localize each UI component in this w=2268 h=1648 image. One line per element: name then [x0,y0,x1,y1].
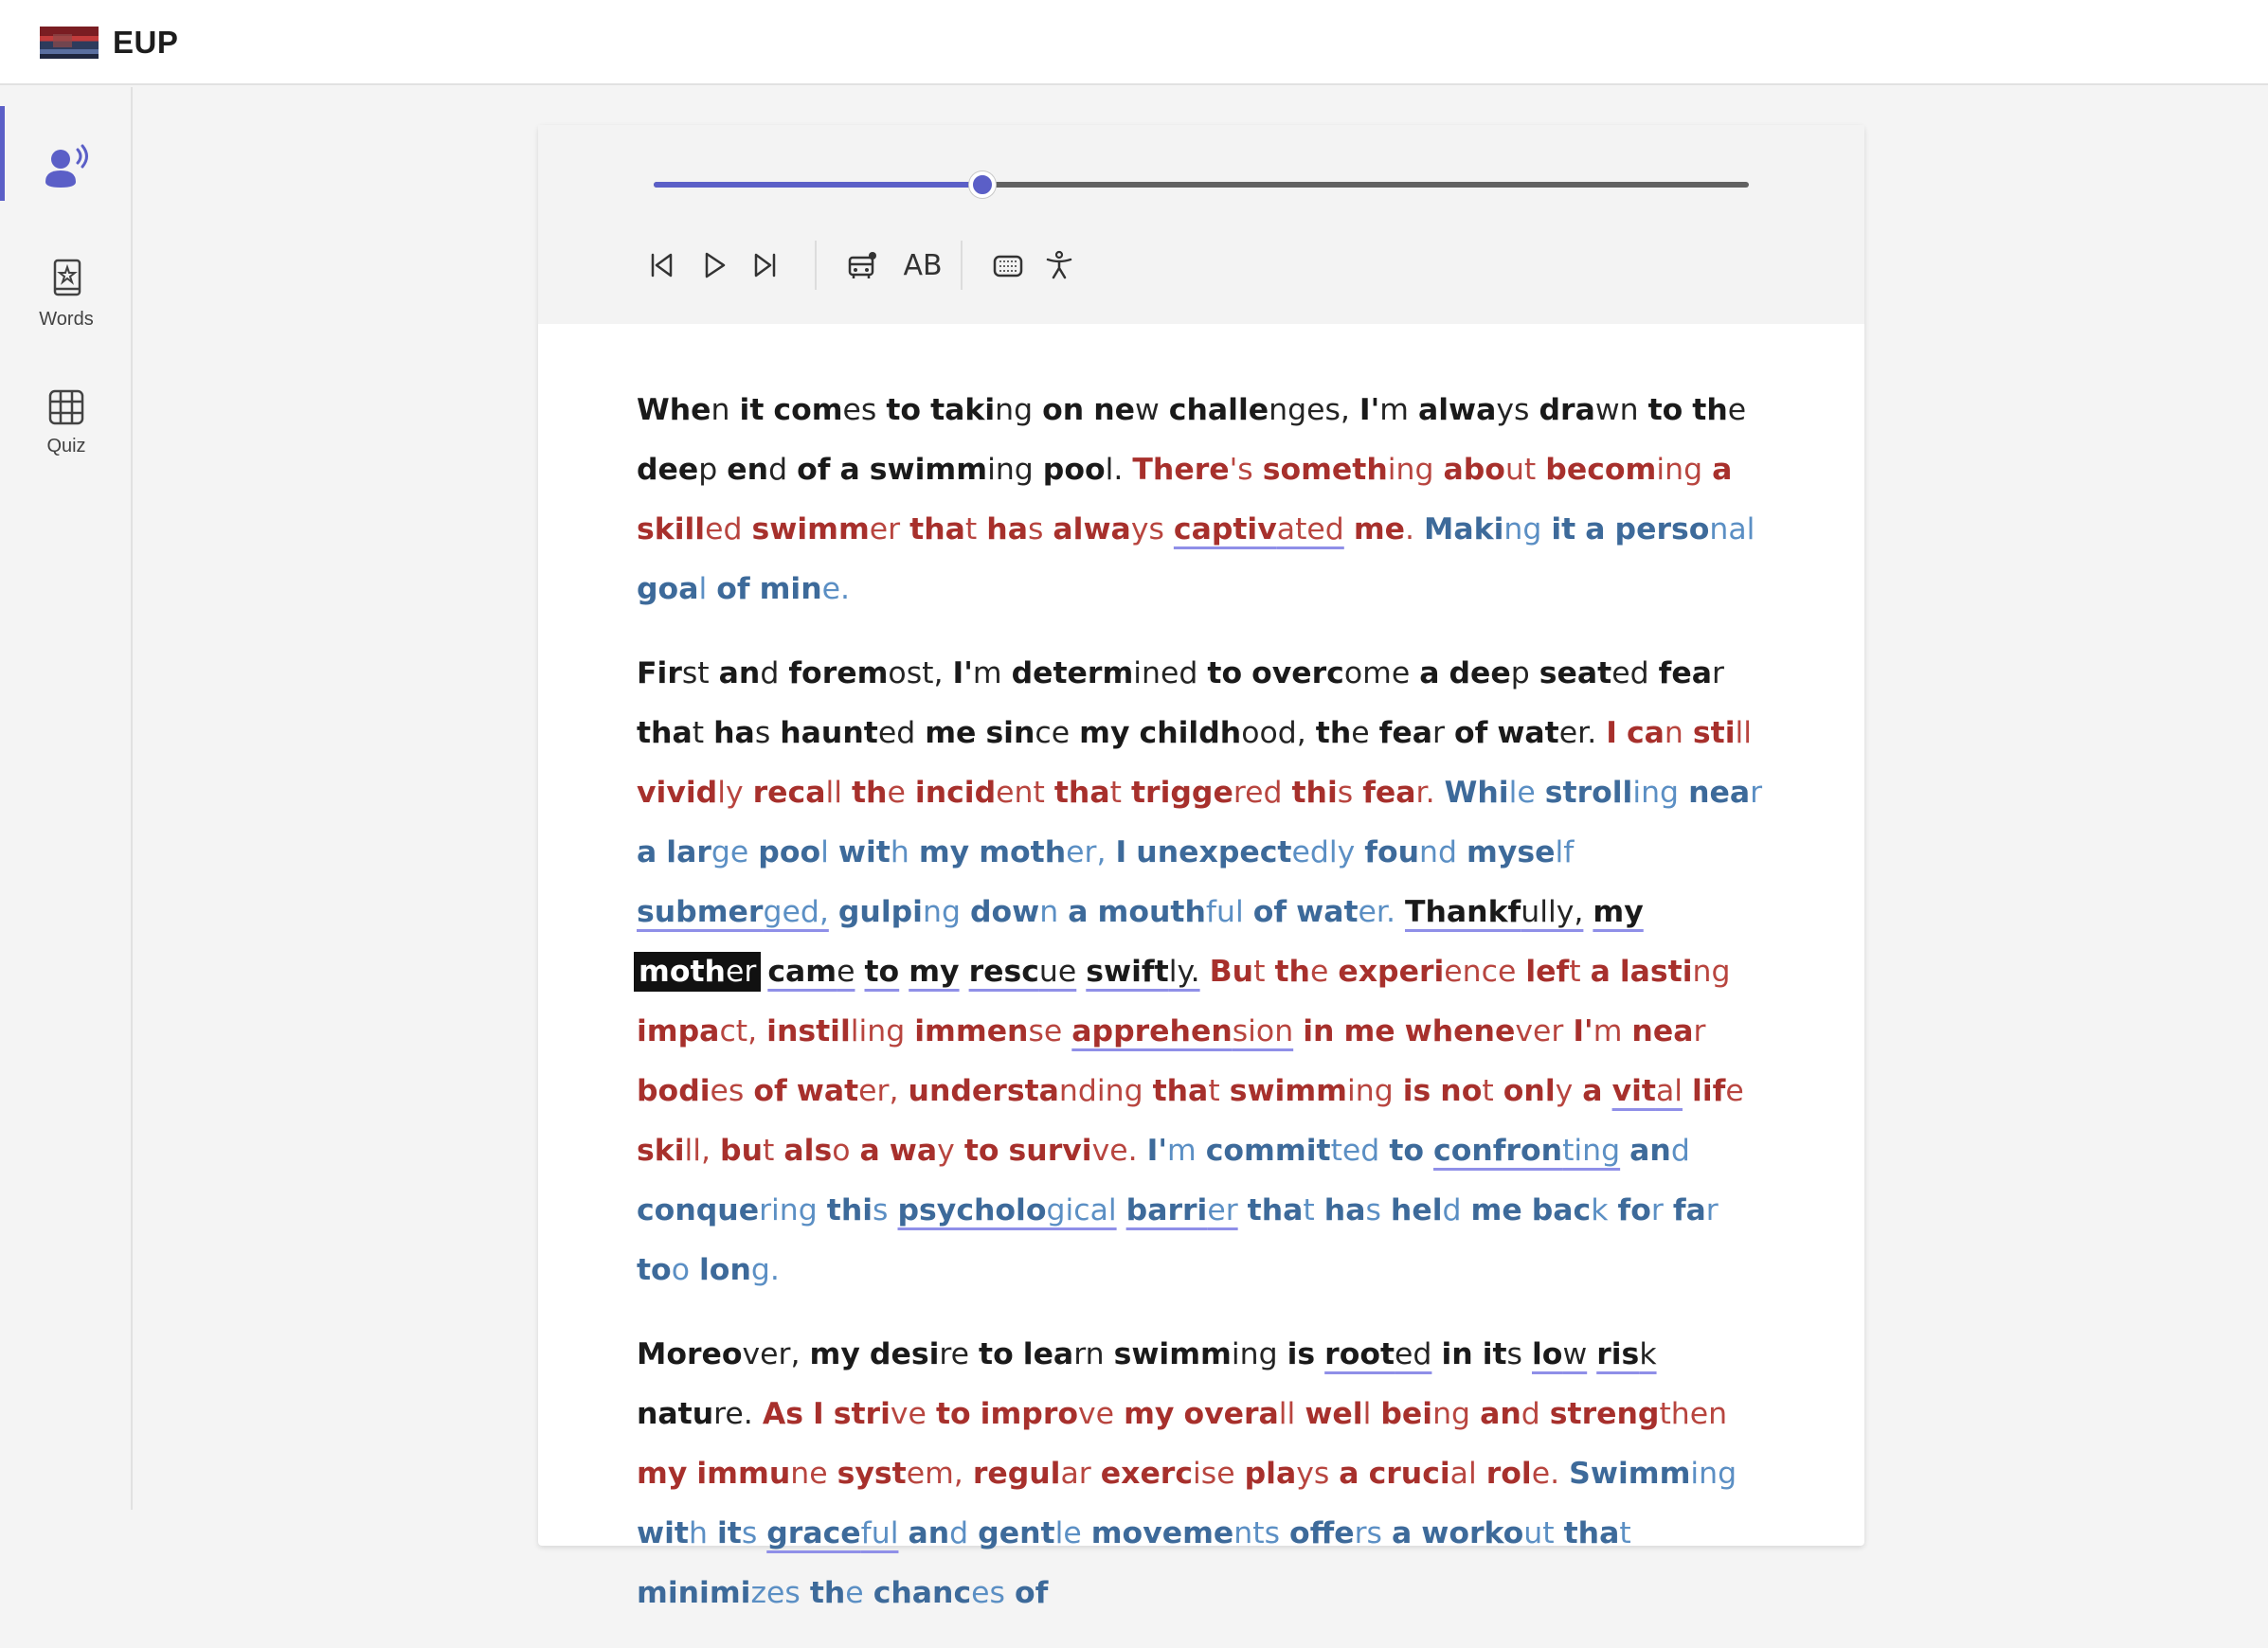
reading-word[interactable]: the [852,776,906,810]
reading-word[interactable]: can [1626,716,1683,750]
reading-word[interactable]: on [1042,393,1085,427]
reading-word[interactable]: long. [699,1253,780,1287]
paragraph [637,1325,1773,1623]
reading-word[interactable]: deep [1449,656,1530,690]
reading-word[interactable]: conquering [637,1193,818,1227]
reading-word[interactable]: Making [1424,512,1542,546]
reading-word[interactable]: my [1079,716,1130,750]
reading-word[interactable]: this [1291,776,1354,810]
reading-word[interactable]: and [1629,1134,1690,1168]
reader-card [538,125,1864,1610]
reading-word[interactable]: a [1339,1457,1359,1491]
reading-word[interactable]: impact, [637,1014,758,1048]
reading-word[interactable]: apprehension [1071,1014,1294,1048]
app-title: EUP [113,25,179,60]
reading-word[interactable]: strolling [1544,776,1680,810]
reading-word[interactable]: gulping [837,895,961,929]
app-logo [40,27,99,59]
reading-word[interactable]: to [1647,393,1683,427]
reading-word[interactable]: about [1443,453,1537,487]
reading-word[interactable]: only [1503,1074,1574,1108]
reading-word[interactable]: psychological [897,1193,1117,1227]
reading-word[interactable]: regular [972,1457,1091,1491]
reading-word[interactable]: far [1672,1193,1719,1227]
reading-word[interactable]: of [797,453,831,487]
reading-word[interactable]: left [1525,955,1581,989]
reading-word[interactable]: mine. [759,572,851,606]
reading-word[interactable]: plays [1244,1457,1330,1491]
next-button[interactable] [747,246,784,284]
reading-word[interactable]: immune [696,1457,828,1491]
reading-word[interactable]: and [1480,1397,1540,1431]
reading-word[interactable]: nature. [637,1397,753,1431]
reading-word[interactable]: a [1419,656,1440,690]
reading-word[interactable]: chances [873,1576,1005,1610]
reading-word[interactable]: for [1617,1193,1664,1227]
reading-word[interactable]: a [1391,1516,1413,1550]
reading-word[interactable]: to [935,1397,971,1431]
reading-word[interactable]: me [1343,1014,1395,1048]
reading-word[interactable]: of [753,1074,787,1108]
reading-word[interactable]: near [1631,1014,1706,1048]
reading-word[interactable]: has [1323,1193,1381,1227]
reading-word[interactable]: a [637,835,657,869]
reading-word[interactable]: but [720,1134,775,1168]
reading-word[interactable]: to [979,1337,1014,1371]
reading-word[interactable]: with [637,1516,708,1550]
reading-word[interactable]: to [886,393,922,427]
progress-fill [654,182,982,188]
reading-word[interactable]: myself [1467,835,1575,869]
reading-word[interactable]: fear. [1362,776,1435,810]
reading-word[interactable]: came [767,955,855,989]
reading-word[interactable]: too [637,1253,690,1287]
reading-word[interactable]: There's [1132,453,1253,487]
text-size-label: AB [903,248,943,282]
reading-word[interactable]: barrier [1125,1193,1238,1227]
reading-word[interactable]: the [1315,716,1370,750]
reading-word[interactable]: fear [1658,656,1724,690]
reading-word[interactable]: and [908,1516,969,1550]
reading-word[interactable]: I'm [952,656,1002,690]
reading-word[interactable]: held [1390,1193,1462,1227]
toolbar-divider [961,241,963,290]
reading-word[interactable]: end [727,453,788,487]
reading-word[interactable]: my [909,955,960,989]
progress-slider[interactable] [654,182,1749,188]
reading-word[interactable]: As [762,1397,803,1431]
reading-word[interactable]: that [1053,776,1122,810]
reading-word[interactable]: personal [1614,512,1755,546]
current-word[interactable]: mother [639,955,757,989]
reading-word[interactable]: in [1441,1337,1473,1371]
reading-word[interactable]: to [864,955,900,989]
reading-word[interactable]: gentle [978,1516,1082,1550]
reading-word[interactable]: new [1093,393,1160,427]
reading-word[interactable]: vital [1611,1074,1683,1108]
reading-word[interactable]: that [637,716,705,750]
reading-word[interactable]: I [1606,716,1617,750]
reading-word[interactable]: my [637,1457,688,1491]
reading-word[interactable]: since [985,716,1071,750]
reading-word[interactable]: swimming [1113,1337,1278,1371]
reading-word[interactable]: its [1482,1337,1522,1371]
reading-word[interactable]: to [1389,1134,1425,1168]
reading-word[interactable]: always [1053,512,1164,546]
reading-word[interactable]: vividly [637,776,744,810]
reading-word[interactable]: this [826,1193,889,1227]
reading-word[interactable]: Thankfully, [1405,895,1584,929]
reading-word[interactable]: it [739,393,765,427]
voice-settings-button[interactable] [843,246,881,284]
reading-word[interactable]: is [1287,1337,1316,1371]
reading-word[interactable]: First [637,656,710,690]
reading-word[interactable]: back [1531,1193,1609,1227]
previous-button[interactable] [642,246,680,284]
accessibility-icon [1043,249,1075,281]
audio-player [538,125,1864,324]
grid-icon [47,388,85,426]
reading-word[interactable]: captivated [1173,512,1344,546]
reading-word[interactable]: the [1692,393,1747,427]
toolbar-divider [815,241,817,290]
reading-word[interactable]: me [925,716,977,750]
sidebar-item-quiz[interactable] [0,388,133,457]
reading-word[interactable]: of [1453,716,1488,750]
reading-word[interactable]: has [986,512,1044,546]
skip-forward-icon [749,249,782,281]
reading-word[interactable]: my [918,835,970,869]
reading-word[interactable]: deep [637,453,718,487]
reading-word[interactable]: confronting [1433,1134,1621,1168]
reading-word[interactable]: bodies [637,1074,745,1108]
reading-word[interactable]: submerged, [637,895,829,929]
reading-word[interactable]: desire [869,1337,970,1371]
reading-word[interactable]: has [713,716,771,750]
reading-word[interactable]: something [1262,453,1434,487]
reading-word[interactable]: of [716,572,750,606]
reading-word[interactable]: minimizes [637,1576,801,1610]
reading-word[interactable]: instilling [766,1014,906,1048]
reading-word[interactable]: seated [1539,656,1649,690]
person-speaking-icon [40,144,93,191]
reading-word[interactable]: While [1444,776,1536,810]
reading-word[interactable]: of [1014,1576,1049,1610]
reading-word[interactable]: determined [1011,656,1198,690]
sidebar [0,87,133,1510]
reading-word[interactable]: a [1585,512,1606,546]
reading-word[interactable]: to [1207,656,1243,690]
text-size-button[interactable] [896,246,949,284]
reading-word[interactable]: low [1531,1337,1588,1371]
reading-word[interactable]: But [1209,955,1266,989]
reading-word[interactable]: taking [930,393,1034,427]
reading-word[interactable]: I'm [1573,1014,1623,1048]
reading-word[interactable]: incident [914,776,1045,810]
reading-word[interactable]: of [1252,895,1287,929]
reading-word[interactable]: lasting [1619,955,1731,989]
reading-word[interactable]: learn [1022,1337,1105,1371]
reading-word[interactable]: graceful [766,1516,899,1550]
reading-word[interactable]: immense [914,1014,1063,1048]
reading-word[interactable]: overall [1183,1397,1296,1431]
reading-word[interactable]: haunted [780,716,916,750]
play-button[interactable] [695,246,733,284]
top-bar [0,0,2268,85]
reading-word[interactable]: large [666,835,749,869]
bookmark-star-icon [47,258,85,299]
reading-word[interactable]: improve [980,1397,1115,1431]
reading-word[interactable]: rooted [1324,1337,1432,1371]
reading-word[interactable]: Swimming [1569,1457,1737,1491]
reading-word[interactable]: to [963,1134,999,1168]
reading-word[interactable]: in [1303,1014,1335,1048]
voice-settings-icon [846,249,878,281]
reading-word[interactable]: skilled [637,512,743,546]
reading-word[interactable]: risk [1596,1337,1657,1371]
reading-word[interactable]: comes [773,393,877,427]
reading-word[interactable]: water, [796,1074,899,1108]
sidebar-item-label: Words [39,309,94,330]
reading-word[interactable]: movements [1090,1516,1281,1550]
reading-word[interactable]: mouthful [1097,895,1244,929]
reading-word[interactable]: rescue [968,955,1077,989]
reading-word[interactable]: that [1152,1074,1220,1108]
play-icon [698,249,730,281]
reading-word[interactable]: I'm [1146,1134,1197,1168]
reading-word[interactable]: a [839,453,860,487]
reading-word[interactable]: crucial [1368,1457,1477,1491]
reading-word[interactable]: down [969,895,1059,929]
reading-word[interactable]: swiftly. [1086,955,1200,989]
reading-word[interactable]: childhood, [1139,716,1306,750]
reading-word[interactable]: me. [1353,512,1415,546]
reading-word[interactable]: When [637,393,730,427]
reading-word[interactable]: becoming [1545,453,1703,487]
reading-word[interactable]: role. [1485,1457,1560,1491]
skip-back-icon [645,249,677,281]
reading-word[interactable]: committed [1205,1134,1380,1168]
reading-word[interactable]: fear [1378,716,1445,750]
reading-word[interactable]: with [837,835,909,869]
reading-word[interactable]: water. [1497,716,1597,750]
sidebar-item-label: Quiz [46,436,86,457]
reading-word[interactable]: the [809,1576,864,1610]
reading-word[interactable]: goal [637,572,708,606]
reading-word[interactable]: pool. [1042,453,1124,487]
reading-word[interactable]: a [1712,453,1733,487]
reading-word[interactable]: that [1563,1516,1631,1550]
reading-word[interactable]: way [889,1134,955,1168]
paragraph [637,381,1773,619]
reading-word[interactable]: also [783,1134,851,1168]
reading-word[interactable]: system, [837,1457,963,1491]
reading-pane [637,381,1773,1648]
reading-word[interactable]: well [1305,1397,1372,1431]
reading-word[interactable]: and [718,656,780,690]
line-focus-icon [992,249,1024,281]
accessibility-button[interactable] [1040,246,1078,284]
reading-word[interactable]: workout [1421,1516,1555,1550]
sidebar-item-words[interactable] [0,258,133,331]
reading-word[interactable]: near [1688,776,1763,810]
reading-word[interactable]: my [809,1337,860,1371]
reading-word[interactable]: that [1247,1193,1315,1227]
reading-word[interactable]: overcome [1251,656,1411,690]
reading-word[interactable]: that [909,512,978,546]
reading-word[interactable]: the [1274,955,1329,989]
reading-word[interactable]: swimming [869,453,1034,487]
reading-word[interactable]: water. [1296,895,1395,929]
reading-word[interactable]: not [1440,1074,1494,1108]
line-focus-button[interactable] [989,246,1027,284]
reading-word[interactable]: experience [1338,955,1517,989]
paragraph [637,644,1773,1300]
reading-word[interactable]: me [1470,1193,1522,1227]
reading-word[interactable]: my [1593,895,1644,929]
reading-word[interactable]: always [1417,393,1530,427]
reading-word[interactable]: offers [1289,1516,1382,1550]
reading-word[interactable]: exercise [1100,1457,1235,1491]
reading-word[interactable]: triggered [1130,776,1283,810]
reading-word[interactable]: a [859,1134,880,1168]
reading-word[interactable]: found [1364,835,1458,869]
reading-word[interactable]: its [716,1516,758,1550]
reading-word[interactable]: swimmer [751,512,901,546]
reading-word[interactable]: unexpectedly [1136,835,1356,869]
reading-word[interactable]: Moreover, [637,1337,801,1371]
reading-word[interactable]: strive [833,1397,927,1431]
reading-word[interactable]: I [813,1397,824,1431]
reading-word[interactable]: understanding [908,1074,1143,1108]
reading-word[interactable]: foremost, [788,656,944,690]
reading-word[interactable]: strengthen [1549,1397,1728,1431]
reading-word[interactable]: my [1124,1397,1175,1431]
reading-word[interactable]: challenges, [1168,393,1350,427]
reading-word[interactable]: mother, [979,835,1107,869]
reading-word[interactable]: is [1402,1074,1431,1108]
reading-word[interactable]: a [1068,895,1089,929]
reading-word[interactable]: survive. [1008,1134,1138,1168]
reading-word[interactable]: I'm [1359,393,1409,427]
sidebar-item-read-aloud[interactable] [0,144,133,201]
reading-word[interactable]: life [1692,1074,1744,1108]
reading-word[interactable]: still [1692,716,1753,750]
reading-word[interactable]: pool [758,835,829,869]
reading-word[interactable]: swimming [1229,1074,1394,1108]
reading-word[interactable]: being [1380,1397,1471,1431]
reading-word[interactable]: whenever [1404,1014,1564,1048]
reading-word[interactable]: a [1590,955,1611,989]
reading-word[interactable]: drawn [1539,393,1639,427]
progress-thumb[interactable] [969,171,996,198]
reading-word[interactable]: skill, [637,1134,711,1168]
reading-word[interactable]: recall [752,776,842,810]
reading-word[interactable]: a [1582,1074,1603,1108]
reading-word[interactable]: I [1115,835,1127,869]
reading-word[interactable]: it [1551,512,1576,546]
